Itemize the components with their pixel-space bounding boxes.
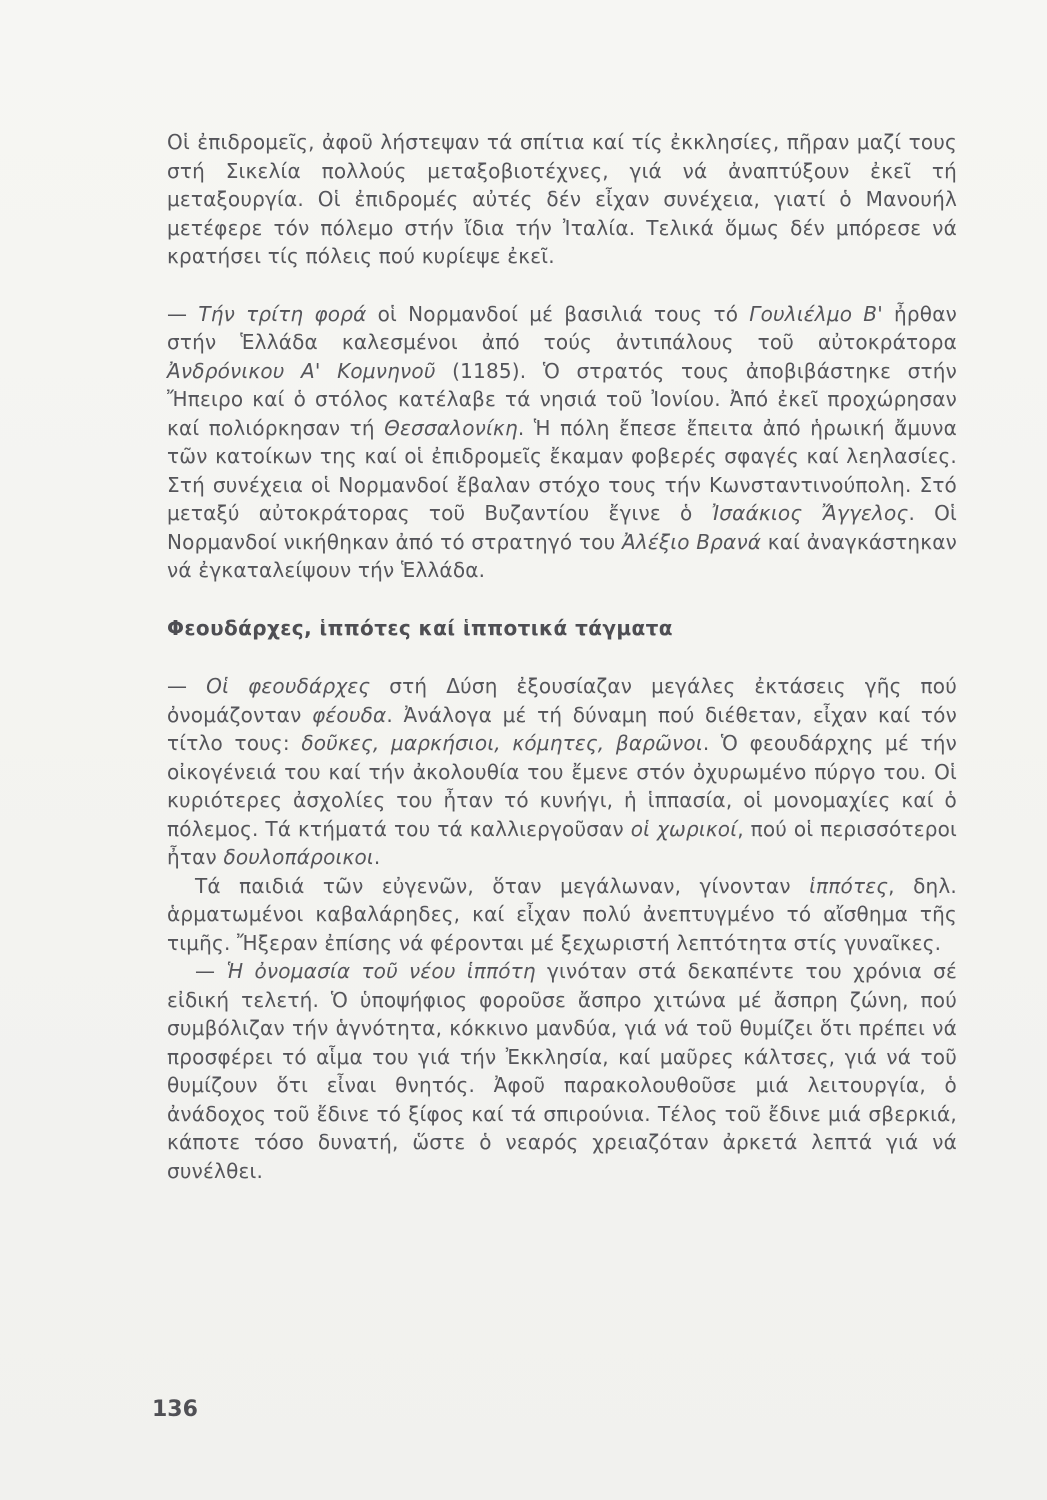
text-block-top: [167, 128, 957, 585]
text-run: —: [195, 959, 227, 983]
text-run: (1185). Ὁ στρατός τους ἀποβιβάστηκε στήν Ἤπειρο καί ὁ στόλος κατέλαβε τά νησιά τοῦ Ἰονίου. Ἀπό ἐκεῖ προχώρησαν καί πολιόρκησαν τή: [167, 358, 957, 440]
text-run: . Ἀνάλογα μέ τή δύναμη πού διέθεταν, εἶχαν καί τόν τίτλο τους:: [167, 702, 957, 755]
emphasis-text: Ἀλέξιο Βρανά: [621, 529, 762, 554]
paragraph-spacer: [167, 271, 957, 300]
text-run: .: [373, 845, 381, 869]
emphasis-text: Ἰσαάκιος Ἄγγελος: [711, 501, 909, 525]
emphasis-text: ἱππότες: [809, 873, 889, 898]
paragraph: [167, 672, 957, 872]
emphasis-text: Ἀνδρόνικου Α' Κομνηνοῦ: [167, 358, 436, 383]
paragraph: [167, 300, 957, 585]
text-run: στή Δύση ἐξουσίαζαν μεγάλες ἐκτάσεις γῆς πού ὀνομάζονταν: [167, 674, 958, 727]
section-heading: Φεουδάρχες, ἱππότες καί ἱπποτικά τάγματα: [167, 615, 673, 640]
text-run: Τά παιδιά τῶν εὐγενῶν, ὅταν μεγάλωναν, γίνονταν: [195, 873, 810, 898]
paragraph: [167, 957, 957, 1185]
emphasis-text: Ἡ ὀνομασία τοῦ νέου ἱππότη: [226, 959, 536, 983]
emphasis-text: δοῦκες, μαρκήσιοι, κόμητες, βαρῶνοι: [301, 731, 703, 755]
emphasis-text: Τήν τρίτη φορά: [198, 301, 367, 326]
paragraph: [167, 872, 957, 958]
paragraph: [167, 128, 957, 271]
text-run: —: [167, 674, 207, 698]
text-run: Οἱ ἐπιδρομεῖς, ἀφοῦ λήστεψαν τά σπίτια καί τίς ἐκκλησίες, πῆραν μαζί τους στή Σικελία πολλούς μεταξοβιοτέχνες, γιά νά ἀναπτύξουν ἐκεῖ τή μεταξουργία. Οἱ ἐπιδρομές αὐτές δέν εἶχαν συνέχεια, γιατί ὁ Μανουήλ μετέφερε τόν πόλεμο στήν ἴδια τήν Ἰταλία. Τελικά ὅμως δέν μπόρεσε νά κρατήσει τίς πόλεις πού κυρίεψε ἐκεῖ.: [167, 130, 957, 268]
text-run: . Οἱ Νορμανδοί νικήθηκαν ἀπό τό στρατηγό του: [167, 501, 958, 554]
text-run: ἦρθαν στήν Ἑλλάδα καλεσμένοι ἀπό τούς ἀντιπάλους τοῦ αὐτοκράτορα: [167, 301, 957, 354]
text-run: γινόταν στά δεκαπέντε του χρόνια σέ εἰδική τελετή. Ὁ ὑποψήφιος φοροῦσε ἄσπρο χιτώνα μέ ἄσπρη ζώνη, πού συμβόλιζαν τήν ἁγνότητα, κόκκινο μανδύα, γιά νά τοῦ θυμίζει ὅτι πρέπει νά προσφέρει τό αἷμα του γιά τήν Ἐκκλησία, καί μαῦρες κάλτσες, γιά νά τοῦ θυμίζουν ὅτι εἶναι θνητός. Ἀφοῦ παρακολουθοῦσε μιά λειτουργία, ὁ ἀνάδοχος τοῦ ἔδινε τό ξίφος καί τά σπιρούνια. Τέλος τοῦ ἔδινε μιά σβερκιά, κάποτε τόσο δυνατή, ὥστε ὁ νεαρός χρειαζόταν ἀρκετά λεπτά γιά νά συνέλθει.: [167, 959, 957, 1183]
text-run: , πού οἱ περισσότεροι ἦταν: [167, 816, 958, 869]
emphasis-text: δουλοπάροικοι: [223, 845, 374, 869]
text-run: . Ὁ φεουδάρχης μέ τήν οἰκογένειά του καί τήν ἀκολουθία του ἔμενε στόν ὀχυρωμένο πύργο του. Οἱ κυριότερες ἀσχολίες του ἦταν τό κυνήγι, ἡ ἱππασία, οἱ μονομαχίες καί ὁ πόλεμος. Τά κτήματά του τά καλλιεργοῦσαν: [167, 731, 957, 841]
text-run: . Ἡ πόλη ἔπεσε ἔπειτα ἀπό ἡρωική ἄμυνα τῶν κατοίκων της καί οἱ ἐπιδρομεῖς ἔκαμαν φοβερές σφαγές καί λεηλασίες. Στή συνέχεια οἱ Νορμανδοί ἔβαλαν στόχο τους τήν Κωνσταντινούπολη. Στό μεταξύ αὐτοκράτορας τοῦ Βυζαντίου ἔγινε ὁ: [167, 415, 957, 525]
text-run: οἱ Νορμανδοί μέ βασιλιά τους τό: [366, 301, 750, 326]
emphasis-text: οἱ χωρικοί: [630, 816, 738, 841]
emphasis-text: Γουλιέλμο Β': [749, 301, 883, 326]
page-number: 136: [152, 1397, 198, 1422]
text-block-bottom: [167, 672, 957, 1185]
emphasis-text: Οἱ φεουδάρχες: [206, 674, 371, 698]
page-body: [167, 128, 957, 1185]
text-run: —: [167, 301, 199, 326]
emphasis-text: φέουδα: [311, 702, 387, 727]
text-run: καί ἀναγκάστηκαν νά ἐγκαταλείψουν τήν Ἑλλάδα.: [167, 529, 957, 582]
emphasis-text: Θεσσαλονίκη: [384, 415, 518, 440]
text-run: , δηλ. ἁρματωμένοι καβαλάρηδες, καί εἶχαν πολύ ἀνεπτυγμένο τό αἴσθημα τῆς τιμῆς. Ἤξεραν ἐπίσης νά φέρονται μέ ξεχωριστή λεπτότητα στίς γυναῖκες.: [167, 873, 957, 955]
